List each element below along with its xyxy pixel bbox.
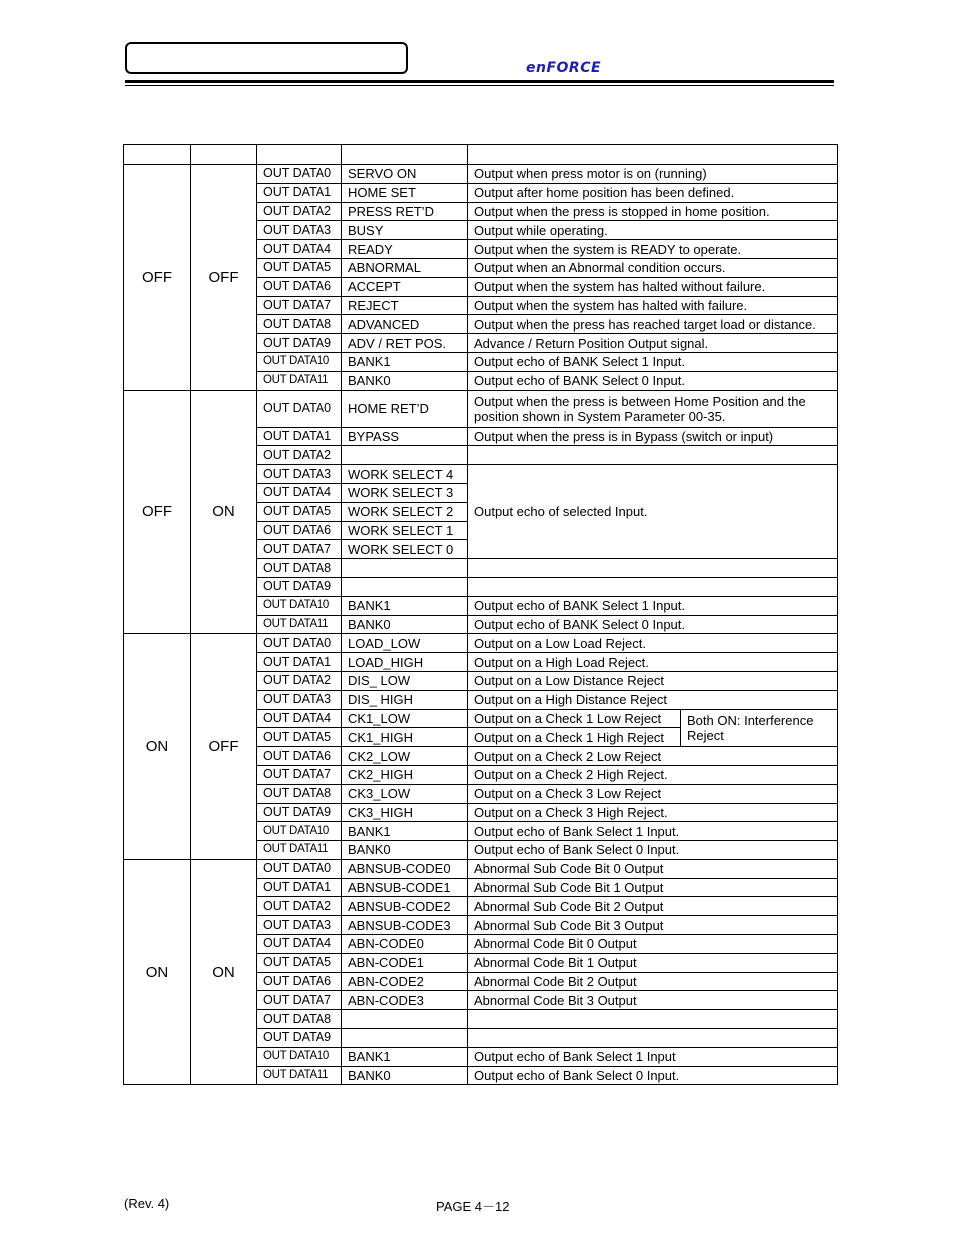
signal-name-cell: BANK1 [342, 1047, 468, 1066]
description-cell: Output after home position has been defined. [468, 183, 838, 202]
description-cell: Output echo of BANK Select 1 Input. [468, 596, 838, 615]
out-data-cell: OUT DATA2 [257, 446, 342, 465]
signal-name-cell: BANK0 [342, 615, 468, 634]
description-cell: Output when the press is between Home Position and the position shown in System Parameter 00-35. [468, 390, 838, 427]
description-cell: Output echo of BANK Select 0 Input. [468, 615, 838, 634]
out-data-cell: OUT DATA3 [257, 221, 342, 240]
out-data-cell: OUT DATA8 [257, 1010, 342, 1029]
signal-name-cell: BANK1 [342, 352, 468, 371]
signal-name-cell: WORK SELECT 4 [342, 465, 468, 484]
out-data-cell: OUT DATA4 [257, 709, 342, 728]
description-cell: Output when the press has reached target load or distance. [468, 315, 838, 334]
page-number: PAGE 4－12 [436, 1199, 510, 1214]
out-data-cell: OUT DATA3 [257, 690, 342, 709]
signal-name-cell: ABNSUB-CODE1 [342, 878, 468, 897]
out-data-cell: OUT DATA9 [257, 334, 342, 353]
signal-name-cell: BYPASS [342, 427, 468, 446]
signal-name-cell [342, 446, 468, 465]
header-cell [257, 145, 342, 165]
description-cell [468, 446, 838, 465]
description-cell [468, 577, 838, 596]
signal-name-cell [342, 1029, 468, 1048]
out-data-cell: OUT DATA7 [257, 991, 342, 1010]
signal-name-cell: CK1_LOW [342, 709, 468, 728]
header-rule-thin [125, 85, 834, 86]
out-data-cell: OUT DATA10 [257, 1047, 342, 1066]
description-cell: Output echo of Bank Select 1 Input. [468, 822, 838, 841]
description-cell: Output echo of selected Input. [468, 465, 838, 559]
state-a-cell: ON [124, 634, 191, 860]
out-data-cell: OUT DATA1 [257, 183, 342, 202]
out-data-cell: OUT DATA2 [257, 897, 342, 916]
signal-name-cell: ABNORMAL [342, 258, 468, 277]
out-data-cell: OUT DATA0 [257, 165, 342, 184]
signal-name-cell: LOAD_HIGH [342, 653, 468, 672]
signal-name-cell [342, 577, 468, 596]
description-cell: Output on a High Load Reject. [468, 653, 838, 672]
revision-label: (Rev. 4) [124, 1196, 170, 1211]
state-b-cell: ON [191, 859, 257, 1085]
signal-name-cell: BANK0 [342, 841, 468, 860]
signal-name-cell: ADV / RET POS. [342, 334, 468, 353]
description-cell: Output on a Check 3 High Reject. [468, 803, 838, 822]
description-cell: Output when the system is READY to operate. [468, 240, 838, 259]
table-row [124, 634, 838, 653]
signal-name-cell: CK3_HIGH [342, 803, 468, 822]
output-data-table [123, 144, 838, 1085]
signal-name-cell: BANK1 [342, 822, 468, 841]
signal-name-cell: ABNSUB-CODE2 [342, 897, 468, 916]
description-cell: Abnormal Code Bit 3 Output [468, 991, 838, 1010]
signal-name-cell: CK1_HIGH [342, 728, 468, 747]
out-data-cell: OUT DATA7 [257, 765, 342, 784]
description-cell: Output on a Check 3 Low Reject [468, 784, 838, 803]
description-cell [468, 1010, 838, 1029]
signal-name-cell: LOAD_LOW [342, 634, 468, 653]
description-cell: Output on a Low Distance Reject [468, 671, 838, 690]
description-cell: Advance / Return Position Output signal. [468, 334, 838, 353]
description-cell: Output when an Abnormal condition occurs. [468, 258, 838, 277]
signal-name-cell: ABNSUB-CODE3 [342, 916, 468, 935]
description-cell: Output on a Check 1 High Reject [468, 728, 681, 747]
out-data-cell: OUT DATA7 [257, 540, 342, 559]
state-a-cell: OFF [124, 390, 191, 634]
signal-name-cell [342, 559, 468, 578]
signal-name-cell: DIS_ HIGH [342, 690, 468, 709]
description-cell: Output echo of Bank Select 0 Input. [468, 841, 838, 860]
signal-name-cell: BANK0 [342, 371, 468, 390]
table-row [124, 859, 838, 878]
table-body [124, 145, 838, 1085]
out-data-cell: OUT DATA7 [257, 296, 342, 315]
signal-name-cell: WORK SELECT 2 [342, 502, 468, 521]
header-cell [342, 145, 468, 165]
signal-name-cell: BANK0 [342, 1066, 468, 1085]
description-cell: Output on a Check 2 Low Reject [468, 747, 838, 766]
out-data-cell: OUT DATA5 [257, 502, 342, 521]
out-data-cell: OUT DATA6 [257, 747, 342, 766]
out-data-cell: OUT DATA5 [257, 953, 342, 972]
out-data-cell: OUT DATA6 [257, 521, 342, 540]
description-cell: Abnormal Sub Code Bit 3 Output [468, 916, 838, 935]
out-data-cell: OUT DATA8 [257, 559, 342, 578]
out-data-cell: OUT DATA11 [257, 615, 342, 634]
table-row [124, 165, 838, 184]
description-cell: Abnormal Code Bit 1 Output [468, 953, 838, 972]
state-b-cell: ON [191, 390, 257, 634]
description-cell [468, 559, 838, 578]
out-data-cell: OUT DATA4 [257, 935, 342, 954]
out-data-cell: OUT DATA4 [257, 240, 342, 259]
description-cell: Abnormal Sub Code Bit 2 Output [468, 897, 838, 916]
signal-name-cell: HOME RET’D [342, 390, 468, 427]
signal-name-cell: ADVANCED [342, 315, 468, 334]
state-b-cell: OFF [191, 165, 257, 391]
out-data-cell: OUT DATA9 [257, 1029, 342, 1048]
signal-name-cell: REJECT [342, 296, 468, 315]
description-cell: Output when press motor is on (running) [468, 165, 838, 184]
description-cell: Output echo of Bank Select 0 Input. [468, 1066, 838, 1085]
signal-name-cell: ABNSUB-CODE0 [342, 859, 468, 878]
description-cell: Abnormal Sub Code Bit 1 Output [468, 878, 838, 897]
signal-name-cell: CK3_LOW [342, 784, 468, 803]
signal-name-cell: BANK1 [342, 596, 468, 615]
description-cell: Output echo of BANK Select 0 Input. [468, 371, 838, 390]
signal-name-cell: READY [342, 240, 468, 259]
signal-name-cell: ABN-CODE3 [342, 991, 468, 1010]
out-data-cell: OUT DATA8 [257, 315, 342, 334]
out-data-cell: OUT DATA1 [257, 427, 342, 446]
out-data-cell: OUT DATA5 [257, 728, 342, 747]
header-cell [468, 145, 838, 165]
description-cell: Output when the system has halted without failure. [468, 277, 838, 296]
out-data-cell: OUT DATA10 [257, 596, 342, 615]
signal-name-cell: CK2_LOW [342, 747, 468, 766]
signal-name-cell: CK2_HIGH [342, 765, 468, 784]
out-data-cell: OUT DATA3 [257, 465, 342, 484]
header-title-box [125, 42, 408, 74]
description-cell: Output on a Check 2 High Reject. [468, 765, 838, 784]
signal-name-cell: WORK SELECT 3 [342, 483, 468, 502]
out-data-cell: OUT DATA11 [257, 1066, 342, 1085]
out-data-cell: OUT DATA6 [257, 277, 342, 296]
out-data-cell: OUT DATA6 [257, 972, 342, 991]
signal-name-cell: ABN-CODE1 [342, 953, 468, 972]
signal-name-cell: DIS_ LOW [342, 671, 468, 690]
description-cell: Output while operating. [468, 221, 838, 240]
out-data-cell: OUT DATA8 [257, 784, 342, 803]
out-data-cell: OUT DATA10 [257, 822, 342, 841]
signal-name-cell: ABN-CODE2 [342, 972, 468, 991]
description-cell: Output when the press is stopped in home position. [468, 202, 838, 221]
signal-name-cell: SERVO ON [342, 165, 468, 184]
out-data-cell: OUT DATA4 [257, 483, 342, 502]
header-rule [125, 80, 834, 83]
description-cell: Abnormal Sub Code Bit 0 Output [468, 859, 838, 878]
out-data-cell: OUT DATA3 [257, 916, 342, 935]
header-cell [191, 145, 257, 165]
out-data-cell: OUT DATA0 [257, 390, 342, 427]
description-cell: Abnormal Code Bit 0 Output [468, 935, 838, 954]
table-row [124, 390, 838, 427]
signal-name-cell: WORK SELECT 1 [342, 521, 468, 540]
state-a-cell: ON [124, 859, 191, 1085]
out-data-cell: OUT DATA2 [257, 671, 342, 690]
brand-logo: enFORCE [526, 60, 602, 76]
out-data-cell: OUT DATA1 [257, 653, 342, 672]
out-data-cell: OUT DATA9 [257, 577, 342, 596]
out-data-cell: OUT DATA0 [257, 634, 342, 653]
out-data-cell: OUT DATA2 [257, 202, 342, 221]
signal-name-cell: PRESS RET’D [342, 202, 468, 221]
signal-name-cell: ACCEPT [342, 277, 468, 296]
out-data-cell: OUT DATA11 [257, 371, 342, 390]
both-on-note: Both ON: Interference Reject [681, 709, 838, 747]
signal-name-cell: BUSY [342, 221, 468, 240]
description-cell: Output echo of Bank Select 1 Input [468, 1047, 838, 1066]
state-b-cell: OFF [191, 634, 257, 860]
description-cell: Output on a High Distance Reject [468, 690, 838, 709]
header-cell [124, 145, 191, 165]
description-cell: Output when the system has halted with failure. [468, 296, 838, 315]
description-cell: Output on a Check 1 Low Reject [468, 709, 681, 728]
description-cell: Output on a Low Load Reject. [468, 634, 838, 653]
out-data-cell: OUT DATA9 [257, 803, 342, 822]
description-cell: Output echo of BANK Select 1 Input. [468, 352, 838, 371]
signal-name-cell: ABN-CODE0 [342, 935, 468, 954]
out-data-cell: OUT DATA11 [257, 841, 342, 860]
signal-name-cell: WORK SELECT 0 [342, 540, 468, 559]
signal-name-cell [342, 1010, 468, 1029]
out-data-cell: OUT DATA1 [257, 878, 342, 897]
out-data-cell: OUT DATA0 [257, 859, 342, 878]
out-data-cell: OUT DATA10 [257, 352, 342, 371]
signal-name-cell: HOME SET [342, 183, 468, 202]
table-header-row [124, 145, 838, 165]
description-cell: Abnormal Code Bit 2 Output [468, 972, 838, 991]
state-a-cell: OFF [124, 165, 191, 391]
description-cell [468, 1029, 838, 1048]
out-data-cell: OUT DATA5 [257, 258, 342, 277]
description-cell: Output when the press is in Bypass (switch or input) [468, 427, 838, 446]
